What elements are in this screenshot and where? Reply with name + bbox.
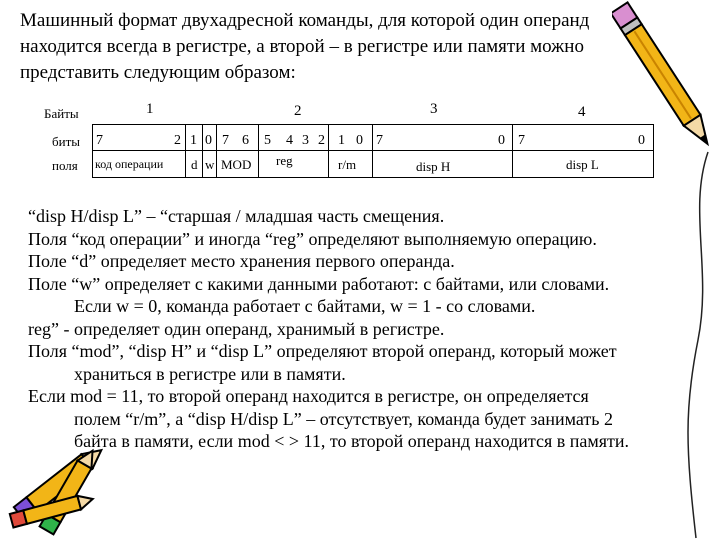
bit-number: 2 xyxy=(318,133,325,148)
pencils-icon xyxy=(0,430,120,540)
byte-number: 3 xyxy=(430,101,438,117)
notes-list xyxy=(28,205,708,453)
note-line: Поля “mod”, “disp H” и “disp L” определяют второй операнд, который может xyxy=(28,341,617,361)
byte-number: 2 xyxy=(294,103,302,119)
note-line: Поле “w” определяет с какими данными работают: с байтами, или словами. xyxy=(28,273,610,294)
row-label-fields: поля xyxy=(52,158,78,173)
bit-number: 0 xyxy=(356,133,363,148)
field-separator xyxy=(512,124,513,178)
bit-number: 3 xyxy=(302,133,309,148)
note-line: “disp H/disp L” – “старшая / младшая часть смещения. xyxy=(28,206,445,226)
note-line: Если w = 0, команда работает с байтами, w = 1 - со словами. xyxy=(74,296,536,316)
bit-number: 7 xyxy=(518,133,525,148)
field-separator xyxy=(328,124,329,178)
bit-number: 4 xyxy=(286,133,293,148)
field-separator xyxy=(258,124,259,178)
instruction-format-diagram xyxy=(38,96,662,192)
field-opcode: код операции xyxy=(95,157,164,171)
note-line: reg” - определяет один операнд, хранимый в регистре. xyxy=(28,318,445,339)
row-label-bits: биты xyxy=(52,134,80,149)
byte-number: 4 xyxy=(578,104,586,120)
field-separator xyxy=(185,124,186,178)
field-d: d xyxy=(191,157,198,172)
bit-number: 7 xyxy=(376,133,383,148)
squiggle-line xyxy=(668,150,718,540)
note-line: Поля “код операции” и иногда “reg” определяют выполняемую операцию. xyxy=(28,228,597,249)
field-separator xyxy=(372,124,373,178)
bit-number: 5 xyxy=(264,133,271,148)
note-line: байта в памяти, если mod < > 11, то второй операнд находится в памяти. xyxy=(74,431,630,451)
note-line: Поле “d” определяет место хранения первого операнда. xyxy=(28,251,455,271)
field-separator xyxy=(216,124,217,178)
field-reg: reg xyxy=(276,153,293,168)
field-rm: r/m xyxy=(338,157,357,172)
bit-number: 0 xyxy=(205,133,212,148)
bit-number: 1 xyxy=(338,133,345,148)
field-mod: MOD xyxy=(221,157,252,172)
bit-number: 0 xyxy=(498,133,505,148)
bit-number: 0 xyxy=(638,133,645,148)
byte-number: 1 xyxy=(146,101,154,117)
bit-number: 2 xyxy=(174,133,181,148)
note-line: полем “r/m”, а “disp H/disp L” – отсутствует, команда будет занимать 2 xyxy=(74,408,614,429)
field-disp-l: disp L xyxy=(566,157,599,172)
intro-line: находится всегда в регистре, а второй – в регистре или памяти можно xyxy=(20,36,584,57)
bit-number: 7 xyxy=(96,133,103,148)
bit-number: 7 xyxy=(222,133,229,148)
intro-line: Машинный формат двухадресной команды, для которой один операнд xyxy=(20,10,590,31)
field-separator xyxy=(202,124,203,178)
row-label-bytes: Байты xyxy=(44,106,79,121)
note-line: храниться в регистре или в памяти. xyxy=(74,363,346,384)
bit-number: 1 xyxy=(190,133,197,148)
format-table-divider xyxy=(92,150,654,151)
field-w: w xyxy=(205,157,215,172)
intro-line: представить следующим образом: xyxy=(20,62,296,83)
field-disp-h: disp H xyxy=(416,159,451,174)
bit-number: 6 xyxy=(242,133,249,148)
pencil-icon xyxy=(612,0,720,160)
intro-text xyxy=(20,8,630,86)
note-line: Если mod = 11, то второй операнд находится в регистре, он определяется xyxy=(28,386,589,406)
